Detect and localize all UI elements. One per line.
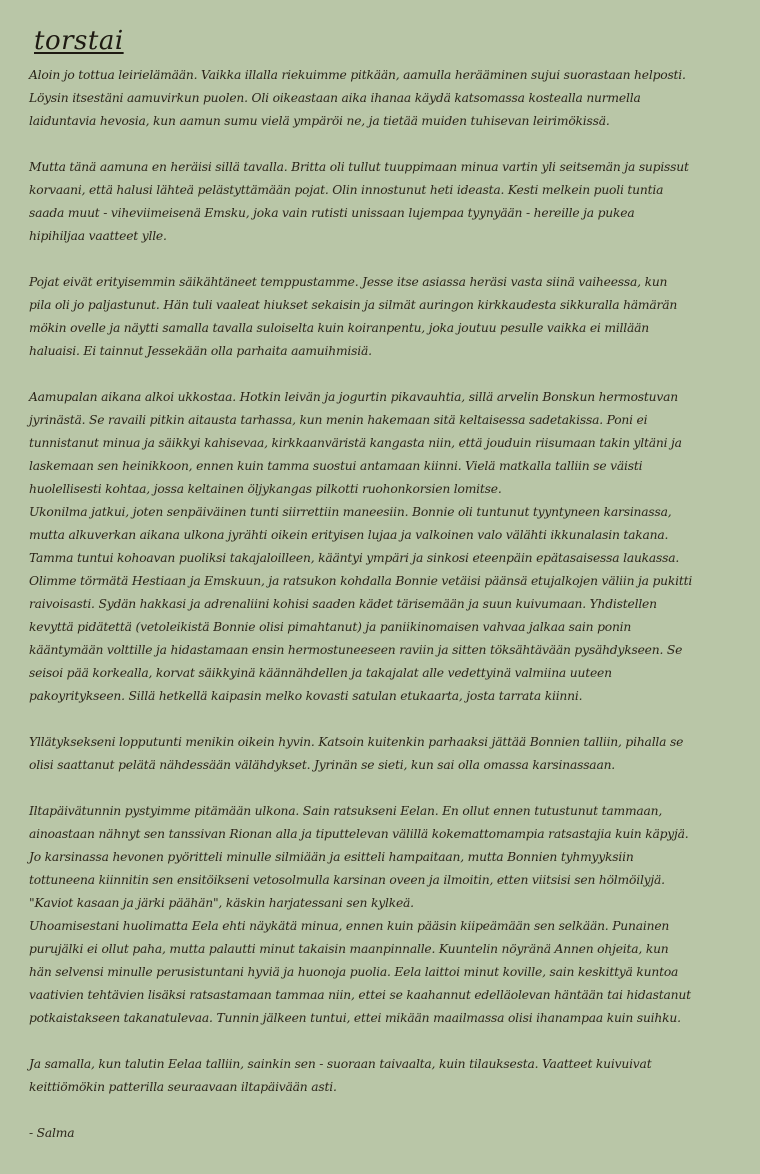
paragraph-gap xyxy=(29,1030,693,1053)
signature: - Salma xyxy=(29,1126,75,1140)
paragraph: Yllätyksekseni lopputunti menikin oikein hyvin. Katsoin kuitenkin parhaaksi jättää Bonnien talliin, pihalla se olisi saattanut pelätä nähdessään välähdykset. Jyrinän se sieti, kun sai olla omassa karsinassaan. xyxy=(29,735,684,772)
entry-body xyxy=(29,64,693,1145)
paragraph-gap xyxy=(29,133,693,156)
entry-title: torstai xyxy=(34,26,124,56)
paragraph-gap xyxy=(29,708,693,731)
paragraph-gap xyxy=(29,777,693,800)
paragraph: Ja samalla, kun talutin Eelaa talliin, sainkin sen - suoraan taivaalta, kuin tilauksesta. Vaatteet kuivuivat keittiömökin patterilla seuraavaan iltapäivään asti. xyxy=(29,1057,652,1094)
paragraph: Aamupalan aikana alkoi ukkostaa. Hotkin leivän ja jogurtin pikavauhtia, sillä arvelin Bonskun hermostuvan jyrinästä. Se ravaili pitkin aitausta tarhassa, kun menin hakemaan sitä keltaisessa sadetakissa. Poni ei tunnistanut minua ja säikkyi kahisevaa, kirkkaanväristä kangasta niin, että jouduin riisumaan takin yltäni ja laskemaan sen heinikkoon, ennen kuin tamma suostui antamaan kiinni. Vielä matkalla talliin se väisti huolellisesti kohtaa, jossa keltainen öljykangas pilkotti ruohonkorsien lomitse. xyxy=(29,390,682,496)
paragraph: Mutta tänä aamuna en heräisi sillä tavalla. Britta oli tullut tuuppimaan minua vartin yli seitsemän ja supissut korvaani, että halusi lähteä pelästyttämään pojat. Olin innostunut heti ideasta. Kesti melkein puoli tuntia saada muut - viheviimeisenä Emsku, joka vain rutisti unissaan lujempaa tyynyään - hereille ja pukea hipihiljaa vaatteet ylle. xyxy=(29,160,689,243)
paragraph: Ukonilma jatkui, joten senpäiväinen tunti siirrettiin maneesiin. Bonnie oli tuntunut tyyntyneen karsinassa, mutta alkuverkan aikana ulkona jyrähti oikein erityisen lujaa ja valkoinen valo välähti ikkunalasin takana. Tamma tuntui kohoavan puoliksi takajaloilleen, kääntyi ympäri ja sinkosi eteenpäin epätasaisessa laukassa. Olimme törmätä Hestiaan ja Emskuun, ja ratsukon kohdalla Bonnie vetäisi päänsä etujalkojen väliin ja pukitti raivoisasti. Sydän hakkasi ja adrenaliini kohisi saaden kädet tärisemään ja suun kuivumaan. Yhdistellen kevyttä pidätettä (vetoleikistä Bonnie olisi pimahtanut) ja paniikinomaisen vahvaa jalkaa sain ponin kääntymään volttille ja hidastamaan ensin hermostuneeseen raviin ja sitten töksähtävään pysähdykseen. Se seisoi pää korkealla, korvat säikkyinä käännähdellen ja takajalat alle vedettyinä valmiina uuteen pakoyritykseen. Sillä hetkellä kaipasin melko kovasti satulan etukaarta, josta tarrata kiinni. xyxy=(29,505,693,703)
paragraph-gap xyxy=(29,1099,693,1122)
paragraph: Aloin jo tottua leirielämään. Vaikka illalla riekuimme pitkään, aamulla herääminen sujui suorastaan helposti. Löysin itsestäni aamuvirkun puolen. Oli oikeastaan aika ihanaa käydä katsomassa kostealla nurmella laiduntavia hevosia, kun aamun sumu vielä ympäröi ne, ja tietää muiden tuhisevan leirimökissä. xyxy=(29,68,686,128)
paragraph-gap xyxy=(29,248,693,271)
paragraph: Iltapäivätunnin pystyimme pitämään ulkona. Sain ratsukseni Eelan. En ollut ennen tutustunut tammaan, ainoastaan nähnyt sen tanssivan Rionan alla ja tiputtelevan välillä kokemattomampia ratsastajia kuin käpyjä. Jo karsinassa hevonen pyöritteli minulle silmiään ja esitteli hampaitaan, mutta Bonnien tyhmyyksiin tottuneena kiinnitin sen ensitöikseni vetosolmulla karsinan oveen ja ilmoitin, etten viitsisi sen hölmöilyjä. "Kaviot kasaan ja järki päähän", käskin harjatessani sen kylkeä. xyxy=(29,804,689,910)
paragraph-gap xyxy=(29,363,693,386)
paragraph: Pojat eivät erityisemmin säikähtäneet temppustamme. Jesse itse asiassa heräsi vasta siinä vaiheessa, kun pila oli jo paljastunut. Hän tuli vaaleat hiukset sekaisin ja silmät auringon kirkkaudesta sikkuralla hämärän mökin ovelle ja näytti samalla tavalla suloiselta kuin koiranpentu, joka joutuu pesulle vaikka ei millään haluaisi. Ei tainnut Jessekään olla parhaita aamuihmisiä. xyxy=(29,275,678,358)
paragraph: Uhoamisestani huolimatta Eela ehti näykätä minua, ennen kuin pääsin kiipeämään sen selkään. Punainen purujälki ei ollut paha, mutta palautti minut takaisin maanpinnalle. Kuuntelin nöyränä Annen ohjeita, kun hän selvensi minulle perusistuntani hyviä ja huonoja puolia. Eela laittoi minut koville, sain keskittyä kuntoa vaativien tehtävien lisäksi ratsastamaan tammaa niin, ettei se kaahannut edelläolevan häntään tai hidastanut potkaistakseen takanatulevaa. Tunnin jälkeen tuntui, ettei mikään maailmassa olisi ihanampaa kuin suihku. xyxy=(29,919,691,1025)
